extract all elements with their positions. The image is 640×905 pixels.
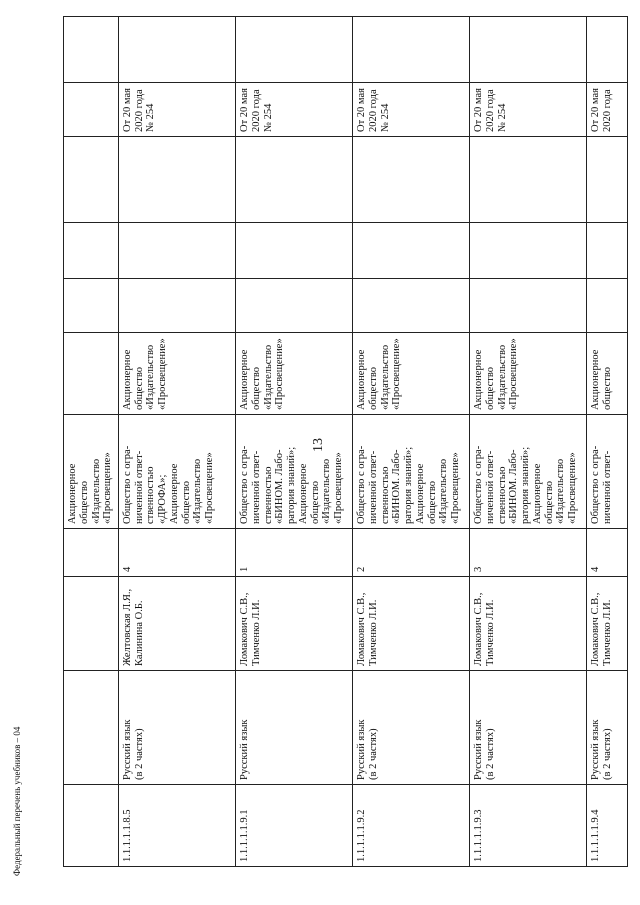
cell-title [118,671,235,785]
cell-authors [236,577,353,671]
code-text: 1.1.1.1.1.9.4 [590,809,602,862]
order-line: № 254 [496,103,508,132]
publisher-line: «Просвещение» [204,452,216,524]
table-row [353,17,470,867]
cell-code [64,785,119,867]
publisher-line: общество [78,481,90,524]
table-row-partial [587,17,628,867]
successor-line: «Просвещение» [391,338,403,410]
successor-line: «Просвещение» [157,338,169,410]
successor-line: общество [250,367,262,410]
cell-empty [118,279,235,333]
order-line: От 20 мая [121,88,133,132]
successor-line: общество [601,367,613,410]
publisher-line: «Издательство [90,458,102,524]
table-row [236,17,353,867]
author-line: Калинина О.Б. [133,600,145,666]
cell-empty [353,137,470,223]
publisher-line: ратория знаний»; [403,446,415,524]
publisher-line: общество [543,481,555,524]
publisher-line: ниченной ответ- [484,450,496,524]
successor-line: «Издательство [145,344,157,410]
publisher-line: ственностью [145,466,157,524]
cell-empty [236,279,353,333]
publisher-line: ственностью [262,466,274,524]
cell-publisher [470,415,587,529]
publisher-line: Акционерное [414,463,426,524]
cell-successor [64,333,119,415]
cell-title [353,671,470,785]
author-line: Тимченко Л.И. [484,599,496,666]
code-text: 1.1.1.1.1.8.5 [121,809,133,862]
order-line: 2020 года [367,89,379,132]
order-line: 2020 года [250,89,262,132]
cell-order [64,83,119,137]
cell-empty [236,17,353,83]
author-line: Ломакович С.В., [590,592,602,666]
cell-empty [470,17,587,83]
publisher-line: Общество с огра- [239,445,251,524]
cell-successor [118,333,235,415]
cell-empty [118,137,235,223]
cell-empty [64,223,119,279]
publisher-line: «Просвещение» [450,452,462,524]
author-line: Ломакович С.В., [473,592,485,666]
cell-empty [353,279,470,333]
cell-empty [118,17,235,83]
cell-empty [236,137,353,223]
publisher-line: «Просвещение» [567,452,579,524]
successor-line: «Просвещение» [508,338,520,410]
table-row [118,17,235,867]
cell-authors [587,577,628,671]
cell-empty [470,223,587,279]
code-text: 1.1.1.1.1.9.3 [473,809,485,862]
cell-empty [587,223,628,279]
publisher-line: «БИНОМ. Лабо- [274,449,286,524]
publisher-line: Общество с огра- [590,445,602,524]
order-line: № 254 [145,103,157,132]
cell-empty [118,223,235,279]
publisher-line: Акционерное [531,463,543,524]
cell-code [118,785,235,867]
cell-grade [470,529,587,577]
publisher-line: ратория знаний»; [286,446,298,524]
cell-grade [236,529,353,577]
order-line: 2020 года [133,89,145,132]
code-text: 1.1.1.1.1.9.2 [356,809,368,862]
cell-empty [64,279,119,333]
order-line: От 20 мая [590,88,602,132]
successor-line: общество [133,367,145,410]
title-line: Русский язык [473,719,485,780]
order-line: № 254 [262,103,274,132]
cell-code [236,785,353,867]
cell-order [353,83,470,137]
cell-code [470,785,587,867]
cell-grade [64,529,119,577]
publisher-line: Акционерное [67,463,78,524]
cell-code [587,785,628,867]
successor-line: Акционерное [473,349,485,410]
cell-empty [587,279,628,333]
publisher-line: общество [309,481,321,524]
publisher-line: ниченной ответ- [250,450,262,524]
table-row [470,17,587,867]
successor-line: общество [484,367,496,410]
cell-successor [353,333,470,415]
cell-empty [470,137,587,223]
title-line: Русский язык [590,719,602,780]
publisher-line: ниченной ответ- [601,450,613,524]
cell-empty [353,223,470,279]
publisher-line: ратория знаний»; [520,446,532,524]
cell-empty [587,137,628,223]
publisher-line: ниченной ответ- [133,450,145,524]
successor-line: Акционерное [121,349,133,410]
author-line: Ломакович С.В., [239,592,251,666]
cell-publisher [64,415,119,529]
order-line: От 20 мая [356,88,368,132]
cell-title [470,671,587,785]
title-line: Русский язык [356,719,368,780]
cell-empty [587,17,628,83]
publisher-line: Акционерное [297,463,309,524]
cell-empty [353,17,470,83]
cell-authors [353,577,470,671]
cell-authors [470,577,587,671]
grade-text: 2 [356,566,368,572]
cell-grade [118,529,235,577]
successor-line: «Издательство [379,344,391,410]
order-line: От 20 мая [239,88,251,132]
textbook-table-rotated [63,17,628,867]
order-line: 2020 года [484,89,496,132]
order-line: 2020 года [601,89,613,132]
cell-order [236,83,353,137]
cell-grade [587,529,628,577]
publisher-line: ственностью [496,466,508,524]
cell-title [587,671,628,785]
publisher-line: «Просвещение» [333,452,345,524]
cell-successor [470,333,587,415]
successor-line: Акционерное [590,349,602,410]
cell-empty [64,137,119,223]
cell-title [236,671,353,785]
cell-successor [236,333,353,415]
publisher-line: Общество с огра- [356,445,368,524]
author-line: Ломакович С.В., [356,592,368,666]
cell-code [353,785,470,867]
code-text: 1.1.1.1.1.9.1 [239,809,251,862]
successor-line: «Издательство [262,344,274,410]
cell-authors [64,577,119,671]
publisher-line: «Издательство [321,458,333,524]
publisher-line: «БИНОМ. Лабо- [391,449,403,524]
cell-empty [236,223,353,279]
cell-grade [353,529,470,577]
cell-order [470,83,587,137]
cell-publisher [118,415,235,529]
author-line: Желтовская Л.Я., [121,588,133,666]
cell-publisher [587,415,628,529]
order-line: От 20 мая [473,88,485,132]
successor-line: «Издательство [496,344,508,410]
textbook-table [63,16,628,867]
publisher-line: «Издательство [192,458,204,524]
cell-successor [587,333,628,415]
cell-title [64,671,119,785]
table-body [64,17,628,867]
publisher-line: «Издательство [555,458,567,524]
grade-text: 1 [239,566,251,572]
cell-authors [118,577,235,671]
author-line: Тимченко Л.И. [250,599,262,666]
grade-text: 4 [121,566,133,572]
author-line: Тимченко Л.И. [367,599,379,666]
publisher-line: «ДРОФА»; [157,474,169,524]
publisher-line: общество [426,481,438,524]
textbook-table-frame [63,17,628,867]
title-line: (в 2 частях) [133,728,145,780]
publisher-line: «Просвещение» [102,452,114,524]
publisher-line: Общество с огра- [473,445,485,524]
publisher-line: Акционерное [168,463,180,524]
table-row-top [64,17,119,867]
cell-publisher [353,415,470,529]
grade-text: 4 [590,566,602,572]
successor-line: «Просвещение» [274,338,286,410]
grade-text: 3 [473,566,485,572]
page-number: 13 [311,438,326,452]
publisher-line: «БИНОМ. Лабо- [508,449,520,524]
title-line: (в 2 частях) [601,728,613,780]
successor-line: общество [367,367,379,410]
successor-line: Акционерное [356,349,368,410]
title-line: (в 2 частях) [367,728,379,780]
author-line: Тимченко Л.И. [601,599,613,666]
footer-text: Федеральный перечень учебников – 04 [12,726,22,876]
publisher-line: Общество с огра- [121,445,133,524]
cell-empty [470,279,587,333]
publisher-line: общество [180,481,192,524]
publisher-line: «Издательство [438,458,450,524]
cell-empty [64,17,119,83]
publisher-line: ственностью [379,466,391,524]
title-line: Русский язык [239,719,251,780]
cell-publisher [236,415,353,529]
cell-order [587,83,628,137]
title-line: Русский язык [121,719,133,780]
title-line: (в 2 частях) [484,728,496,780]
successor-line: Акционерное [239,349,251,410]
publisher-line: ниченной ответ- [367,450,379,524]
order-line: № 254 [379,103,391,132]
cell-order [118,83,235,137]
